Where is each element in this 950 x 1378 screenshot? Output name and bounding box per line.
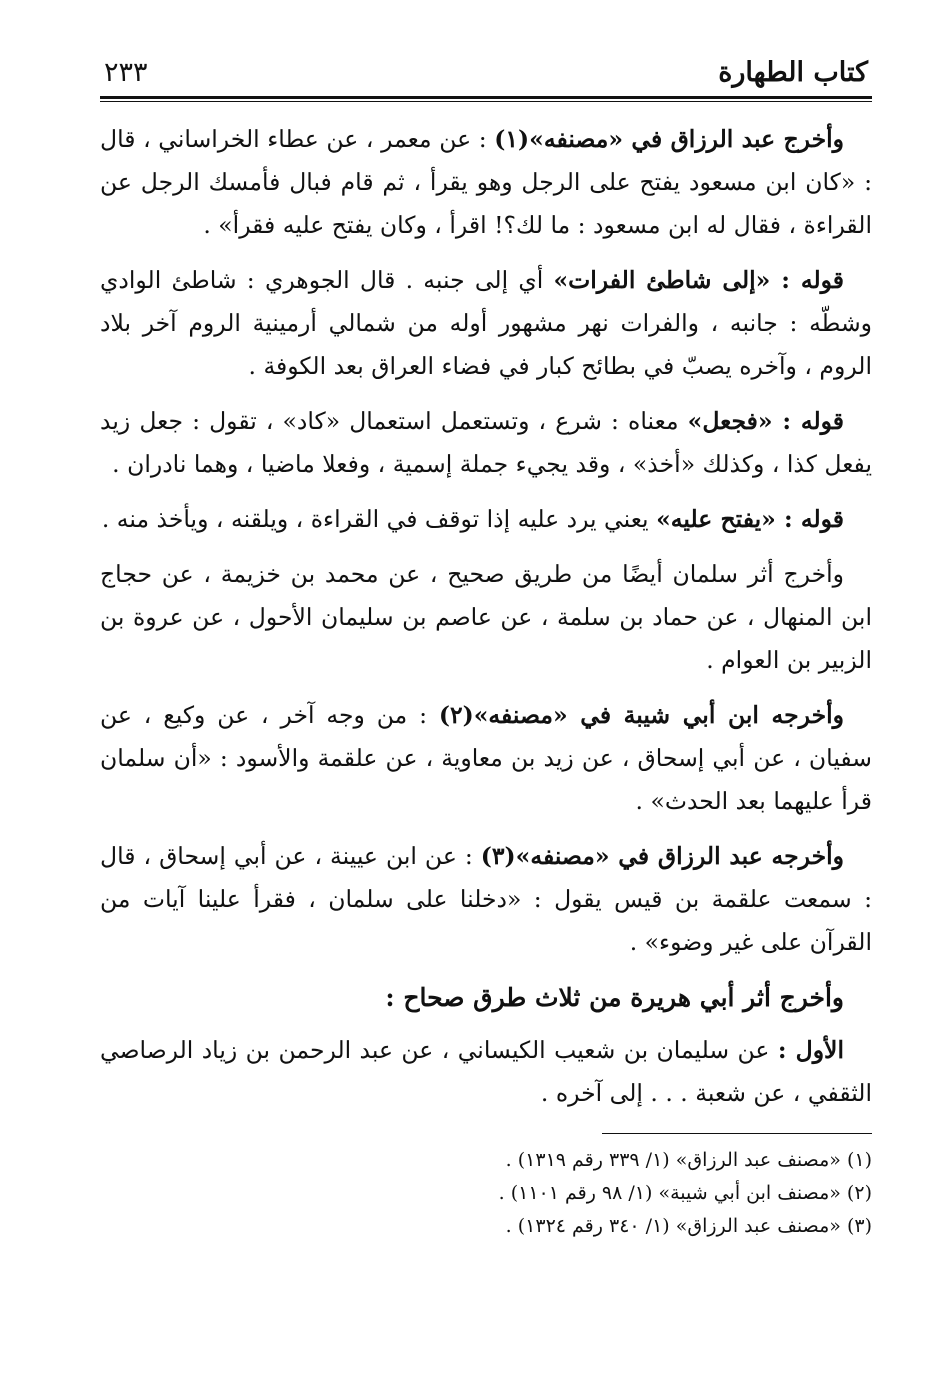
paragraph-lead: قوله : «فجعل» xyxy=(687,407,844,435)
paragraph xyxy=(100,400,872,486)
paragraph xyxy=(100,498,872,541)
header-rule xyxy=(100,96,872,99)
paragraph-text: أي إلى جنبه . قال الجوهري : شاطئ الوادي وشطّه : جانبه ، والفرات نهر مشهور أوله من شمالي أرمينية الروم آخر بلاد الروم ، وآخره يصبّ في بطائح كبار في فضاء العراق بعد الكوفة . xyxy=(100,266,872,380)
paragraph xyxy=(100,259,872,388)
paragraph-text: : عن معمر ، عن عطاء الخراساني ، قال : «كان ابن مسعود يفتح على الرجل وهو يقرأ ، ثم قام فبال فأمسك الرجل عن القراءة ، فقال له ابن مسعود : ما لك؟! اقرأ ، وكان يفتح عليه فقرأ» . xyxy=(100,125,872,239)
paragraph-text: يعني يرد عليه إذا توقف في القراءة ، ويلقنه ، ويأخذ منه . xyxy=(101,505,657,533)
header-rule-thin xyxy=(100,101,872,102)
paragraph-text: : عن ابن عيينة ، عن أبي إسحاق ، قال : سمعت علقمة بن قيس يقول : «دخلنا على سلمان ، فقرأ علينا آيات من القرآن على غير وضوء» . xyxy=(100,842,872,956)
footnote: (٢) «مصنف ابن أبي شيبة» (١/ ٩٨ رقم ١١٠١) . xyxy=(498,1182,872,1204)
paragraph-lead: قوله : «إلى شاطئ الفرات» xyxy=(553,266,844,294)
section-heading: وأخرج أثر أبي هريرة من ثلاث طرق صحاح : xyxy=(385,983,844,1012)
paragraph xyxy=(100,835,872,964)
page-header xyxy=(100,40,872,88)
paragraph-text: عن سليمان بن شعيب الكيساني ، عن عبد الرحمن بن زياد الرصاصي الثقفي ، عن شعبة . . . إلى آخره . xyxy=(100,1036,872,1107)
footnote: (٣) «مصنف عبد الرزاق» (١/ ٣٤٠ رقم ١٣٢٤) . xyxy=(505,1215,872,1237)
running-title: كتاب الطهارة xyxy=(718,57,868,88)
paragraph xyxy=(100,694,872,823)
footnote-divider xyxy=(602,1133,872,1134)
paragraph-lead: الأول : xyxy=(777,1036,844,1064)
paragraph-text: وأخرج أثر سلمان أيضًا من طريق صحيح ، عن محمد بن خزيمة ، عن حجاج ابن المنهال ، عن حماد بن سلمة ، عن عاصم بن سليمان الأحول ، عن عروة بن الزبير بن العوام . xyxy=(100,560,872,674)
page-number: ٢٣٣ xyxy=(104,57,148,88)
paragraph-lead: وأخرج عبد الرزاق في «مصنفه»(١) xyxy=(494,125,844,153)
paragraph-lead: قوله : «يفتح عليه» xyxy=(656,505,844,533)
paragraph-text: معناه : شرع ، وتستعمل استعمال «كاد» ، تقول : جعل زيد يفعل كذا ، وكذلك «أخذ» ، وقد يجيء جملة إسمية ، وفعلا ماضيا ، وهما نادران . xyxy=(100,407,872,478)
footnotes xyxy=(100,1144,872,1243)
paragraph xyxy=(100,1029,872,1115)
paragraph-text: : من وجه آخر ، عن وكيع ، عن سفيان ، عن أبي إسحاق ، عن زيد بن معاوية ، عن علقمة والأسود : «أن سلمان قرأ عليهما بعد الحدث» . xyxy=(100,701,872,815)
paragraph xyxy=(100,553,872,682)
paragraph-lead: وأخرجه عبد الرزاق في «مصنفه»(٣) xyxy=(480,842,845,870)
paragraph-lead: وأخرجه ابن أبي شيبة في «مصنفه»(٢) xyxy=(438,701,844,729)
paragraph xyxy=(100,118,872,247)
body-text xyxy=(100,118,872,1115)
footnote: (١) «مصنف عبد الرزاق» (١/ ٣٣٩ رقم ١٣١٩) . xyxy=(505,1149,872,1171)
